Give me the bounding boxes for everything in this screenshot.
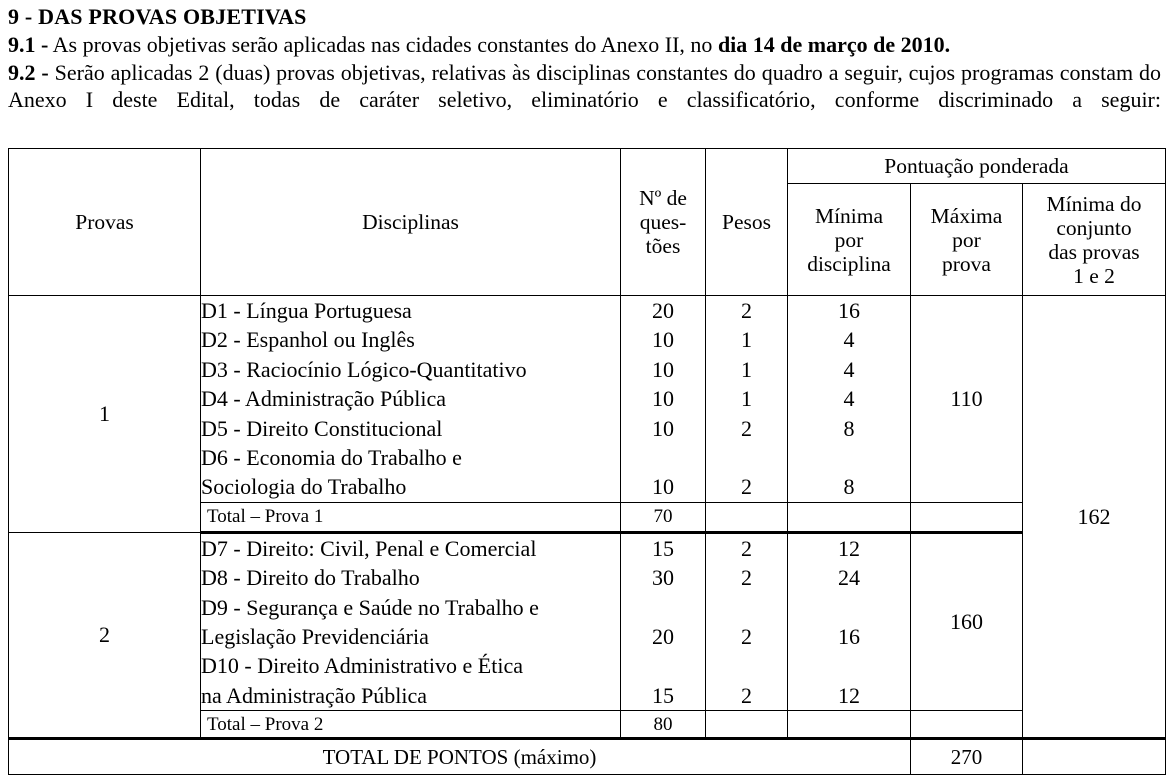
header-num-questoes-line2: ques- [639,210,687,234]
value: 2 [741,565,752,591]
value: 1 [741,356,752,382]
cell-total-prova-2-questoes: 80 [621,711,706,739]
header-conjunto-line3: das provas [1048,239,1140,264]
value: 2 [741,298,752,323]
cell-grand-total-conjunto-empty [1023,739,1166,775]
cell-prova-1-maxima: 110 [911,296,1023,503]
value: 16 [838,298,860,323]
value-blank [706,443,787,472]
cell-minima-conjunto-value: 162 [1023,296,1166,739]
list-item: D1 - Língua Portuguesa [201,298,412,323]
value: 8 [843,415,855,441]
value: 2 [741,624,752,650]
cell-total-prova-1-label: Total – Prova 1 [201,502,621,532]
value: 20 [652,624,674,650]
cell-grand-total-value: 270 [911,739,1023,775]
value-blank [621,593,705,622]
list-item: D7 - Direito: Civil, Penal e Comercial [201,535,537,561]
list-item: D10 - Direito Administrativo e Ética [201,653,523,679]
paragraph-9-2 [8,59,1161,142]
value: 2 [741,474,752,500]
value-blank [621,443,705,472]
value: 10 [652,356,674,382]
value-blank [788,593,910,622]
list-item: D9 - Segurança e Saúde no Trabalho e [201,594,539,620]
header-pontuacao-ponderada: Pontuação ponderada [788,149,1166,184]
value: 30 [652,565,674,591]
value: 8 [843,474,855,500]
value: 12 [838,682,860,708]
paragraph-9-2-text: Serão aplicadas 2 (duas) provas objetivas, relativas às disciplinas constantes do quadro a seguir, cujos programas constam do Anexo I deste Edital, todas de caráter seletivo, eliminatório e classificatório, conforme discriminado a seguir: [8,59,1161,112]
value-blank [706,593,787,622]
exam-structure-table [8,148,1166,775]
list-item: Sociologia do Trabalho [201,474,407,500]
cell-total-prova-1-maxima-empty [911,502,1023,532]
header-maxima-line1: Máxima [930,203,1003,228]
cell-prova-1-minima [788,296,911,503]
value: 15 [652,682,674,708]
list-item: D6 - Economia do Trabalho e [201,445,462,471]
header-conjunto-line2: conjunto [1056,215,1132,240]
value: 10 [652,386,674,412]
value: 4 [843,327,855,353]
list-item: na Administração Pública [201,682,428,708]
value: 20 [652,298,674,323]
value: 16 [838,624,860,650]
paragraph-9-1-text: As provas objetivas serão aplicadas nas cidades constantes do Anexo II, no [48,32,718,57]
header-num-questoes-line3: tões [645,234,681,258]
header-conjunto-line4: 1 e 2 [1073,263,1115,288]
value: 2 [741,415,752,441]
header-maxima-line2: por [952,227,981,252]
paragraph-9-2-label: 9.2 - [8,59,49,85]
value: 10 [652,474,674,500]
cell-total-prova-2-minima-empty [788,711,911,739]
value: 2 [741,535,752,561]
cell-prova-2-label: 2 [9,532,201,738]
value: 2 [741,682,752,708]
cell-prova-2-disciplinas [201,532,621,710]
value: 4 [843,356,855,382]
header-minima-line1: Mínima [814,203,884,228]
cell-total-prova-2-pesos-empty [706,711,788,739]
header-num-questoes-line1: Nº de [639,186,687,210]
exam-structure-table-wrapper [8,148,1165,775]
cell-prova-2-minima [788,532,911,710]
intro-section [0,0,1171,141]
cell-prova-2-num-questoes [621,532,706,710]
table-row-prova-2 [9,532,1166,710]
value-blank [706,651,787,680]
cell-prova-2-maxima: 160 [911,532,1023,710]
cell-total-prova-1-pesos-empty [706,502,788,532]
list-item: D4 - Administração Pública [201,386,447,412]
cell-grand-total-label: TOTAL DE PONTOS (máximo) [9,739,911,775]
header-conjunto-line1: Mínima do [1046,191,1142,216]
value: 12 [838,535,860,561]
value: 4 [843,386,855,412]
header-minima-por-disciplina [788,184,911,296]
table-header-row-1 [9,149,1166,184]
cell-prova-1-label: 1 [9,296,201,533]
list-item: D8 - Direito do Trabalho [201,565,420,591]
value-blank [621,651,705,680]
header-pesos: Pesos [706,149,788,296]
value: 10 [652,327,674,353]
value: 10 [652,415,674,441]
header-minima-line3: disciplina [807,251,891,276]
section-heading: 9 - DAS PROVAS OBJETIVAS [8,4,307,29]
value: 15 [652,535,674,561]
cell-prova-1-disciplinas [201,296,621,503]
paragraph-9-1-date: dia 14 de março de 2010. [717,32,951,57]
header-disciplinas: Disciplinas [201,149,621,296]
list-item: D2 - Espanhol ou Inglês [201,327,415,353]
value: 1 [741,327,752,353]
table-row-prova-1 [9,296,1166,503]
list-item: D5 - Direito Constitucional [201,415,443,441]
cell-total-prova-1-questoes: 70 [621,502,706,532]
value-blank [788,651,910,680]
list-item: Legislação Previdenciária [201,624,429,650]
cell-prova-1-pesos [706,296,788,503]
value: 1 [741,386,752,412]
header-maxima-por-prova [911,184,1023,296]
header-maxima-line3: prova [942,251,991,276]
paragraph-9-1 [8,31,1161,59]
value: 24 [838,565,860,591]
list-item: D3 - Raciocínio Lógico-Quantitativo [201,356,527,382]
cell-total-prova-1-minima-empty [788,502,911,532]
header-num-questoes [621,149,706,296]
value-blank [788,443,910,472]
table-row-grand-total [9,739,1166,775]
cell-prova-2-pesos [706,532,788,710]
paragraph-9-1-label: 9.1 - [8,32,49,57]
cell-prova-1-num-questoes [621,296,706,503]
cell-total-prova-2-maxima-empty [911,711,1023,739]
header-minima-conjunto [1023,184,1166,296]
cell-total-prova-2-label: Total – Prova 2 [201,711,621,739]
header-provas: Provas [9,149,201,296]
header-minima-line2: por [834,227,864,252]
